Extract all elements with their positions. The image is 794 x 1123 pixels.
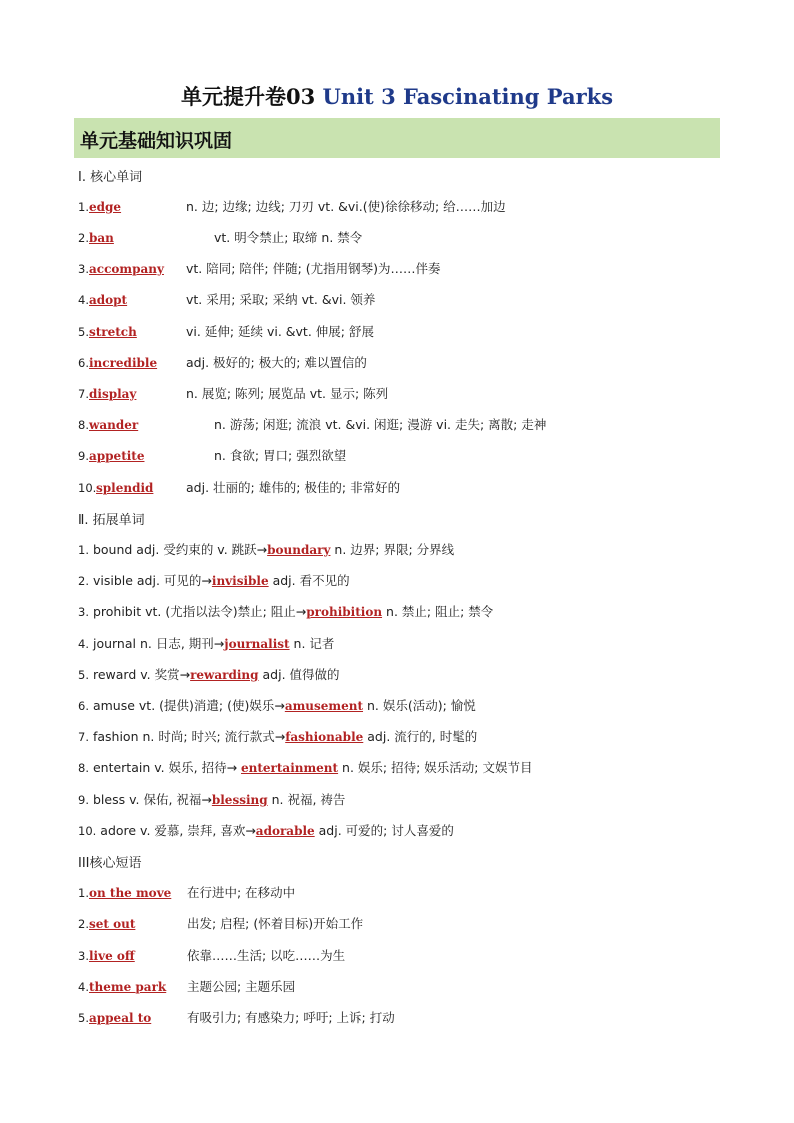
item-number: 4. — [78, 293, 89, 307]
answer-phrase: appeal to — [89, 1011, 152, 1025]
word-definition: n. 边界; 界限; 分界线 — [330, 542, 455, 557]
word-definition: n. 娱乐(活动); 愉悦 — [363, 698, 476, 713]
answer-word: journalist — [224, 637, 290, 651]
answer-word: prohibition — [306, 605, 383, 619]
item-number: 8. — [78, 761, 89, 775]
item-number: 4. — [78, 980, 89, 994]
item-number: 3. — [78, 949, 89, 963]
item-number: 7. — [78, 730, 89, 744]
word-definition: n. 记者 — [289, 636, 335, 651]
answer-phrase: on the move — [89, 886, 172, 900]
word-definition: adj. 值得做的 — [258, 667, 340, 682]
item-number: 9. — [78, 449, 89, 463]
answer-phrase: theme park — [89, 980, 167, 994]
answer-word: boundary — [267, 543, 331, 557]
item-number: 10. — [78, 481, 97, 495]
source-text: reward v. 奖赏→ — [92, 667, 191, 682]
source-text: prohibit vt. (尤指以法令)禁止; 阻止→ — [92, 604, 307, 619]
word-definition: n. 娱乐; 招待; 娱乐活动; 文娱节目 — [338, 760, 533, 775]
source-text: adore v. 爱慕, 崇拜, 喜欢→ — [100, 823, 256, 838]
word-definition: adj. 流行的, 时髦的 — [363, 729, 478, 744]
answer-word: splendid — [96, 481, 154, 495]
word-definition: adj. 看不见的 — [268, 573, 350, 588]
item-number: 2. — [78, 231, 89, 245]
item-number: 2. — [78, 917, 89, 931]
section1-heading: Ⅰ. 核心单词 — [78, 170, 143, 185]
banner-text: 单元基础知识巩固 — [80, 130, 233, 152]
source-text: visible adj. 可见的→ — [92, 573, 212, 588]
answer-word: blessing — [211, 793, 268, 807]
section3-heading: III核心短语 — [78, 856, 142, 871]
item-number: 3. — [78, 262, 89, 276]
title-chinese: 单元提升卷03 — [180, 84, 316, 109]
item-number: 8. — [78, 418, 89, 432]
word-definition: adj. 极好的; 极大的; 难以置信的 — [186, 355, 367, 370]
answer-phrase: live off — [89, 949, 135, 963]
section2-heading: Ⅱ. 拓展单词 — [78, 513, 145, 528]
item-number: 7. — [78, 387, 89, 401]
word-definition: n. 食欲; 胃口; 强烈欲望 — [214, 448, 347, 463]
answer-word: adopt — [89, 293, 128, 307]
item-number: 4. — [78, 637, 89, 651]
item-number: 9. — [78, 793, 89, 807]
source-text: fashion n. 时尚; 时兴; 流行款式→ — [92, 729, 286, 744]
source-text: bound adj. 受约束的 v. 跳跃→ — [92, 542, 268, 557]
phrase-definition: 出发; 启程; (怀着目标)开始工作 — [187, 916, 364, 931]
section-banner — [74, 118, 720, 158]
answer-word: fashionable — [285, 730, 364, 744]
word-definition: n. 展览; 陈列; 展览品 vt. 显示; 陈列 — [186, 386, 389, 401]
phrase-definition: 有吸引力; 有感染力; 呼吁; 上诉; 打动 — [187, 1010, 395, 1025]
item-number: 2. — [78, 574, 89, 588]
item-number: 6. — [78, 356, 89, 370]
item-number: 6. — [78, 699, 89, 713]
answer-word: edge — [89, 200, 122, 214]
word-definition: vt. 陪同; 陪伴; 伴随; (尤指用钢琴)为……伴奏 — [186, 261, 441, 276]
item-number: 5. — [78, 1011, 89, 1025]
word-definition: adj. 壮丽的; 雄伟的; 极佳的; 非常好的 — [186, 480, 401, 495]
word-definition: n. 祝福, 祷告 — [267, 792, 346, 807]
answer-word: amusement — [284, 699, 364, 713]
item-number: 5. — [78, 325, 89, 339]
word-definition: n. 边; 边缘; 边线; 刀刃 vt. &vi.(使)徐徐移动; 给……加边 — [186, 199, 506, 214]
answer-word: appetite — [89, 449, 145, 463]
source-text: entertain v. 娱乐, 招待→ — [92, 760, 242, 775]
answer-word: wander — [89, 418, 139, 432]
answer-word: ban — [89, 231, 114, 245]
word-definition: n. 游荡; 闲逛; 流浪 vt. &vi. 闲逛; 漫游 vi. 走失; 离散; 走神 — [214, 417, 547, 432]
word-definition: adj. 可爱的; 讨人喜爱的 — [314, 823, 454, 838]
source-text: journal n. 日志, 期刊→ — [92, 636, 225, 651]
answer-word: display — [89, 387, 137, 401]
answer-phrase: set out — [89, 917, 136, 931]
source-text: amuse vt. (提供)消遣; (使)娱乐→ — [92, 698, 285, 713]
title-english: Unit 3 Fascinating Parks — [322, 84, 614, 109]
word-definition: vt. 明令禁止; 取缔 n. 禁令 — [214, 230, 363, 245]
source-text: bless v. 保佑, 祝福→ — [92, 792, 212, 807]
answer-word: stretch — [89, 325, 137, 339]
item-number: 1. — [78, 886, 89, 900]
item-number: 1. — [78, 200, 89, 214]
item-number: 5. — [78, 668, 89, 682]
word-definition: n. 禁止; 阻止; 禁令 — [382, 604, 494, 619]
word-definition: vi. 延伸; 延续 vi. &vt. 伸展; 舒展 — [186, 324, 374, 339]
item-number: 3. — [78, 605, 89, 619]
item-number: 10. — [78, 824, 97, 838]
phrase-definition: 依靠……生活; 以吃……为生 — [187, 948, 346, 963]
page-title — [0, 84, 794, 110]
answer-word: entertainment — [241, 761, 339, 775]
word-definition: vt. 采用; 采取; 采纳 vt. &vi. 领养 — [186, 292, 376, 307]
answer-word: adorable — [255, 824, 315, 838]
item-number: 1. — [78, 543, 89, 557]
answer-word: accompany — [89, 262, 164, 276]
answer-word: rewarding — [190, 668, 259, 682]
phrase-definition: 在行进中; 在移动中 — [187, 885, 296, 900]
phrase-definition: 主题公园; 主题乐园 — [187, 979, 296, 994]
answer-word: incredible — [89, 356, 158, 370]
answer-word: invisible — [211, 574, 269, 588]
